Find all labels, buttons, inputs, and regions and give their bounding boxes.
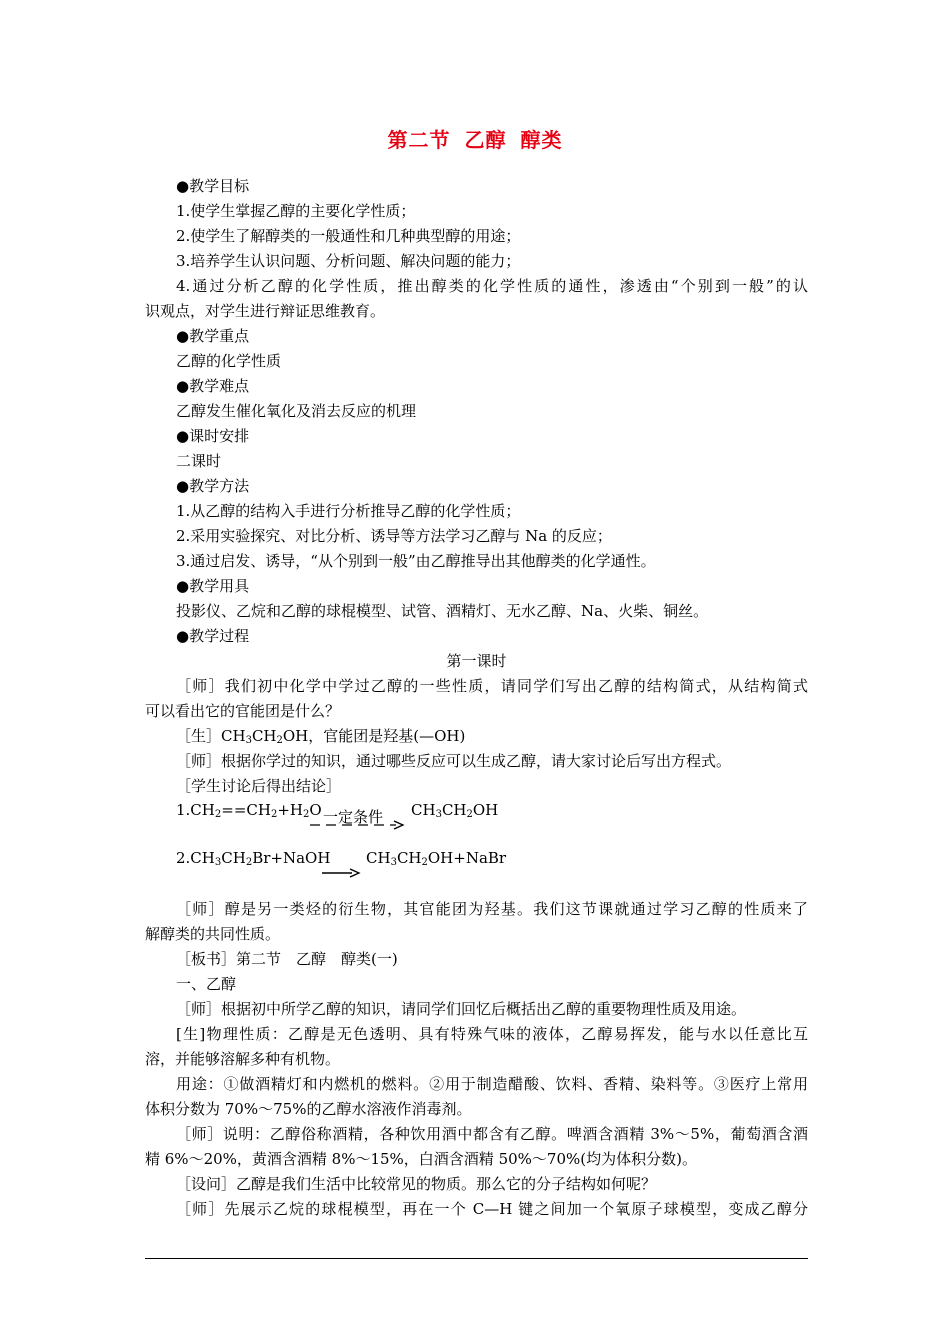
teacher-6: ［师］先展示乙烷的球棍模型，再在一个 C—H 键之间加一个氧原子球模型，变成乙醇分 bbox=[176, 1200, 808, 1218]
tools-text: 投影仪、乙烷和乙醇的球棍模型、试管、酒精灯、无水乙醇、Na、火柴、铜丝。 bbox=[176, 602, 709, 620]
uses-line1: 用途：①做酒精灯和内燃机的燃料。②用于制造醋酸、饮料、香精、染料等。③医疗上常用 bbox=[176, 1075, 808, 1093]
heading-process: ●教学过程 bbox=[176, 627, 250, 645]
heading-difficulty: ●教学难点 bbox=[176, 377, 250, 395]
method-2: 2.采用实验探究、对比分析、诱导等方法学习乙醇与 Na 的反应； bbox=[176, 527, 612, 545]
uses-line2: 体积分数为 70%～75%的乙醇水溶液作消毒剂。 bbox=[145, 1100, 472, 1118]
teacher-3-line1: ［师］醇是另一类烃的衍生物，其官能团为羟基。我们这节课就通过学习乙醇的性质来了 bbox=[176, 900, 808, 918]
teacher-1-line2: 可以看出它的官能团是什么？ bbox=[145, 702, 341, 720]
page-title: 第二节 乙醇 醇类 bbox=[387, 128, 563, 152]
method-3: 3.通过启发、诱导，“从个别到一般”由乙醇推导出其他醇类的化学通性。 bbox=[176, 552, 656, 570]
section-main bbox=[145, 897, 808, 1222]
student-1: ［生$]CH_3CH_2OH$，官能团是羟基(—OH) bbox=[176, 727, 466, 746]
student-physical-line2: 溶，并能够溶解多种有机物。 bbox=[145, 1050, 341, 1068]
equation-1-lhs: $1.CH_2==CH_2+H_2O$ bbox=[176, 801, 322, 820]
equation-1-rhs: $CH_3CH_2OH$ bbox=[411, 801, 499, 820]
equation-2-arrow bbox=[320, 866, 364, 880]
section-intro bbox=[145, 174, 808, 799]
difficulty-text: 乙醇发生催化氧化及消去反应的机理 bbox=[176, 402, 417, 420]
heading-goals: ●教学目标 bbox=[176, 177, 250, 195]
teacher-1-line1: ［师］我们初中化学中学过乙醇的一些性质，请同学们写出乙醇的结构简式，从结构简式 bbox=[176, 677, 808, 695]
schedule-text: 二课时 bbox=[176, 452, 222, 470]
heading-method: ●教学方法 bbox=[176, 477, 250, 495]
question-1: ［设问］乙醇是我们生活中比较常见的物质。那么它的分子结构如何呢？ bbox=[176, 1175, 657, 1193]
goal-2: 2.使学生了解醇类的一般通性和几种典型醇的用途； bbox=[176, 227, 521, 245]
goal-4-line2: 识观点，对学生进行辩证思维教育。 bbox=[145, 302, 386, 320]
teacher-5-line1: ［师］说明：乙醇俗称酒精，各种饮用酒中都含有乙醇。啤酒含酒精 3%～5%，葡萄酒含酒 bbox=[176, 1125, 808, 1143]
method-1: 1.从乙醇的结构入手进行分析推导乙醇的化学性质； bbox=[176, 502, 521, 520]
discussion-note: ［学生讨论后得出结论］ bbox=[176, 777, 342, 795]
lesson-1-heading: 第一课时 bbox=[446, 652, 507, 670]
equation-1-arrow bbox=[308, 818, 408, 832]
equation-2-lhs: $2.CH_3CH_2Br+NaOH$ bbox=[176, 849, 331, 868]
equation-1-condition: 一定条件 bbox=[323, 808, 384, 826]
heading-schedule: ●课时安排 bbox=[176, 427, 250, 445]
teacher-2: ［师］根据你学过的知识，通过哪些反应可以生成乙醇，请大家讨论后写出方程式。 bbox=[176, 752, 732, 770]
goal-3: 3.培养学生认识问题、分析问题、解决问题的能力； bbox=[176, 252, 521, 270]
goal-1: 1.使学生掌握乙醇的主要化学性质； bbox=[176, 202, 416, 220]
student-physical-line1: [生]物理性质：乙醇是无色透明、具有特殊气味的液体，乙醇易挥发，能与水以任意比互 bbox=[176, 1025, 808, 1043]
teacher-3-line2: 解醇类的共同性质。 bbox=[145, 925, 281, 943]
heading-key: ●教学重点 bbox=[176, 327, 250, 345]
board-note: ［板书］第二节 乙醇 醇类(一) bbox=[176, 950, 398, 968]
footer-divider bbox=[145, 1258, 808, 1259]
heading-tools: ●教学用具 bbox=[176, 577, 250, 595]
goal-4-line1: 4.通过分析乙醇的化学性质，推出醇类的化学性质的通性，渗透由“个别到一般”的认 bbox=[176, 277, 808, 295]
key-text: 乙醇的化学性质 bbox=[176, 352, 282, 370]
teacher-4: ［师］根据初中所学乙醇的知识，请同学们回忆后概括出乙醇的重要物理性质及用途。 bbox=[176, 1000, 747, 1018]
teacher-5-line2: 精 6%～20%，黄酒含酒精 8%～15%，白酒含酒精 50%～70%(均为体积分数)。 bbox=[145, 1150, 697, 1168]
section-heading-ethanol: 一、乙醇 bbox=[176, 975, 237, 993]
equation-2-rhs: $CH_3CH_2OH+NaBr$ bbox=[366, 849, 507, 868]
